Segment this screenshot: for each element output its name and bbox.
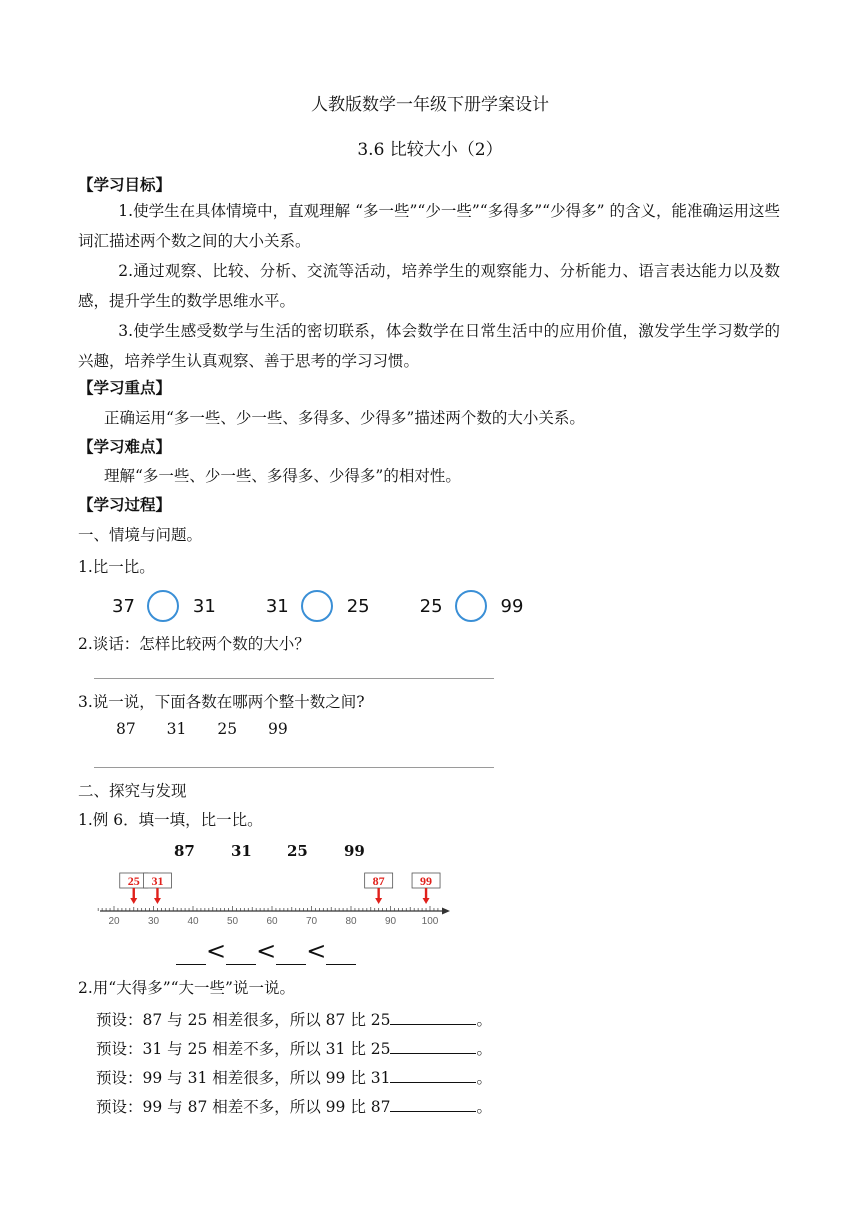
comparison-item bbox=[420, 590, 524, 622]
number-line-markers bbox=[120, 873, 440, 904]
preset-line bbox=[96, 1008, 492, 1030]
part2-title: 二、探究与发现 bbox=[78, 782, 187, 800]
comparison-left: 25 bbox=[419, 595, 443, 617]
preset-line bbox=[96, 1037, 492, 1059]
part1-q1: 1.比一比。 bbox=[78, 558, 155, 576]
top-number: 31 bbox=[231, 842, 252, 860]
number-item: 87 bbox=[116, 720, 136, 738]
top-number: 25 bbox=[287, 842, 308, 860]
number-line-label: 90 bbox=[384, 916, 397, 927]
doc-title: 人教版数学一年级下册学案设计 bbox=[311, 95, 549, 115]
number-line-label: 100 bbox=[421, 916, 439, 927]
less-than-sign: < bbox=[306, 937, 327, 965]
difficulties-text: 理解“多一些、少一些、多得多、少得多”的相对性。 bbox=[104, 467, 461, 485]
objective-3: 3.使学生感受数学与生活的密切联系，体会数学在日常生活中的应用价值，激发学生学习数学的兴趣，培养学生认真观察、善于思考的学习习惯。 bbox=[78, 322, 780, 370]
number-list bbox=[116, 720, 314, 738]
comparison-right: 99 bbox=[500, 595, 524, 617]
blank-2[interactable] bbox=[226, 942, 256, 965]
objective-1: 1.使学生在具体情境中，直观理解 “多一些”“少一些”“多得多”“少得多” 的含义，能准确运用这些词汇描述两个数之间的大小关系。 bbox=[78, 202, 780, 250]
difficulties-heading: 【学习难点】 bbox=[78, 438, 172, 456]
answer-line[interactable] bbox=[94, 678, 494, 679]
comparison-right: 31 bbox=[192, 595, 216, 617]
lesson-title: 3.6 比较大小（2） bbox=[357, 140, 503, 160]
preset-prefix: 预设： bbox=[96, 1069, 143, 1087]
objectives-heading: 【学习目标】 bbox=[78, 176, 172, 194]
less-than-sign: < bbox=[206, 937, 227, 965]
part2-q1: 1.例 6．填一填，比一比。 bbox=[78, 811, 263, 829]
preset-prefix: 预设： bbox=[96, 1040, 143, 1058]
blank-1[interactable] bbox=[176, 942, 206, 965]
comparison-right: 25 bbox=[346, 595, 370, 617]
marker-label: 99 bbox=[420, 874, 433, 888]
compare-circle[interactable] bbox=[147, 590, 179, 622]
top-number: 87 bbox=[174, 842, 195, 860]
arrow-down-icon bbox=[423, 898, 430, 904]
preset-text: 99 与 87 相差不多，所以 99 比 87 bbox=[142, 1098, 391, 1116]
objective-2: 2.通过观察、比较、分析、交流等活动，培养学生的观察能力、分析能力、语言表达能力以及数感，提升学生的数学思维水平。 bbox=[78, 262, 780, 310]
preset-blank[interactable] bbox=[390, 1095, 476, 1112]
number-line-label: 30 bbox=[147, 916, 160, 927]
number-line-labels bbox=[108, 916, 438, 927]
marker-label: 31 bbox=[151, 874, 164, 888]
number-line-figure bbox=[96, 866, 456, 928]
preset-end: 。 bbox=[476, 1011, 492, 1029]
arrow-down-icon bbox=[130, 898, 137, 904]
key-points-heading: 【学习重点】 bbox=[78, 379, 172, 397]
axis-arrow-icon bbox=[442, 908, 450, 915]
key-points-text: 正确运用“多一些、少一些、多得多、少得多”描述两个数的大小关系。 bbox=[104, 409, 585, 427]
arrow-down-icon bbox=[154, 898, 161, 904]
number-item: 31 bbox=[166, 720, 187, 738]
number-line-marker bbox=[365, 873, 393, 904]
blank-3[interactable] bbox=[276, 942, 306, 965]
answer-line[interactable] bbox=[94, 767, 494, 768]
part1-q3: 3.说一说，下面各数在哪两个整十数之间? bbox=[78, 693, 365, 711]
number-line-label: 70 bbox=[305, 916, 318, 927]
number-line-marker bbox=[143, 873, 171, 904]
comparison-left: 31 bbox=[265, 595, 289, 617]
number-line-marker bbox=[412, 873, 440, 904]
compare-circle[interactable] bbox=[301, 590, 333, 622]
inequality-row bbox=[176, 937, 356, 965]
preset-text: 31 与 25 相差不多，所以 31 比 25 bbox=[142, 1040, 391, 1058]
preset-end: 。 bbox=[476, 1040, 492, 1058]
number-line-label: 40 bbox=[187, 916, 199, 927]
number-item: 25 bbox=[217, 720, 238, 738]
arrow-down-icon bbox=[375, 898, 382, 904]
top-number: 99 bbox=[344, 842, 365, 860]
blank-4[interactable] bbox=[326, 942, 356, 965]
preset-end: 。 bbox=[476, 1098, 492, 1116]
number-line-label: 20 bbox=[108, 916, 120, 927]
marker-label: 25 bbox=[127, 874, 140, 888]
preset-text: 87 与 25 相差很多，所以 87 比 25 bbox=[142, 1011, 391, 1029]
number-line-ticks bbox=[98, 906, 438, 911]
comparison-item bbox=[266, 590, 370, 622]
number-line-label: 50 bbox=[226, 916, 239, 927]
marker-label: 87 bbox=[372, 874, 385, 888]
preset-line bbox=[96, 1095, 492, 1117]
preset-prefix: 预设： bbox=[96, 1098, 143, 1116]
preset-blank[interactable] bbox=[390, 1066, 476, 1083]
preset-blank[interactable] bbox=[390, 1037, 476, 1054]
compare-circle[interactable] bbox=[455, 590, 487, 622]
preset-prefix: 预设： bbox=[96, 1011, 143, 1029]
number-item: 99 bbox=[268, 720, 288, 738]
comparison-item bbox=[112, 590, 216, 622]
preset-end: 。 bbox=[476, 1069, 492, 1087]
process-heading: 【学习过程】 bbox=[78, 496, 172, 514]
comparison-left: 37 bbox=[112, 595, 135, 617]
preset-line bbox=[96, 1066, 492, 1088]
number-line-label: 80 bbox=[345, 916, 357, 927]
preset-blank[interactable] bbox=[390, 1008, 476, 1025]
comparison-row bbox=[112, 589, 551, 623]
part2-q2: 2.用“大得多”“大一些”说一说。 bbox=[78, 979, 295, 997]
preset-text: 99 与 31 相差很多，所以 99 比 31 bbox=[142, 1069, 391, 1087]
part1-title: 一、情境与问题。 bbox=[78, 526, 203, 544]
less-than-sign: < bbox=[256, 937, 277, 965]
number-line-label: 60 bbox=[266, 916, 278, 927]
part1-q2: 2.谈话：怎样比较两个数的大小？ bbox=[78, 635, 310, 653]
